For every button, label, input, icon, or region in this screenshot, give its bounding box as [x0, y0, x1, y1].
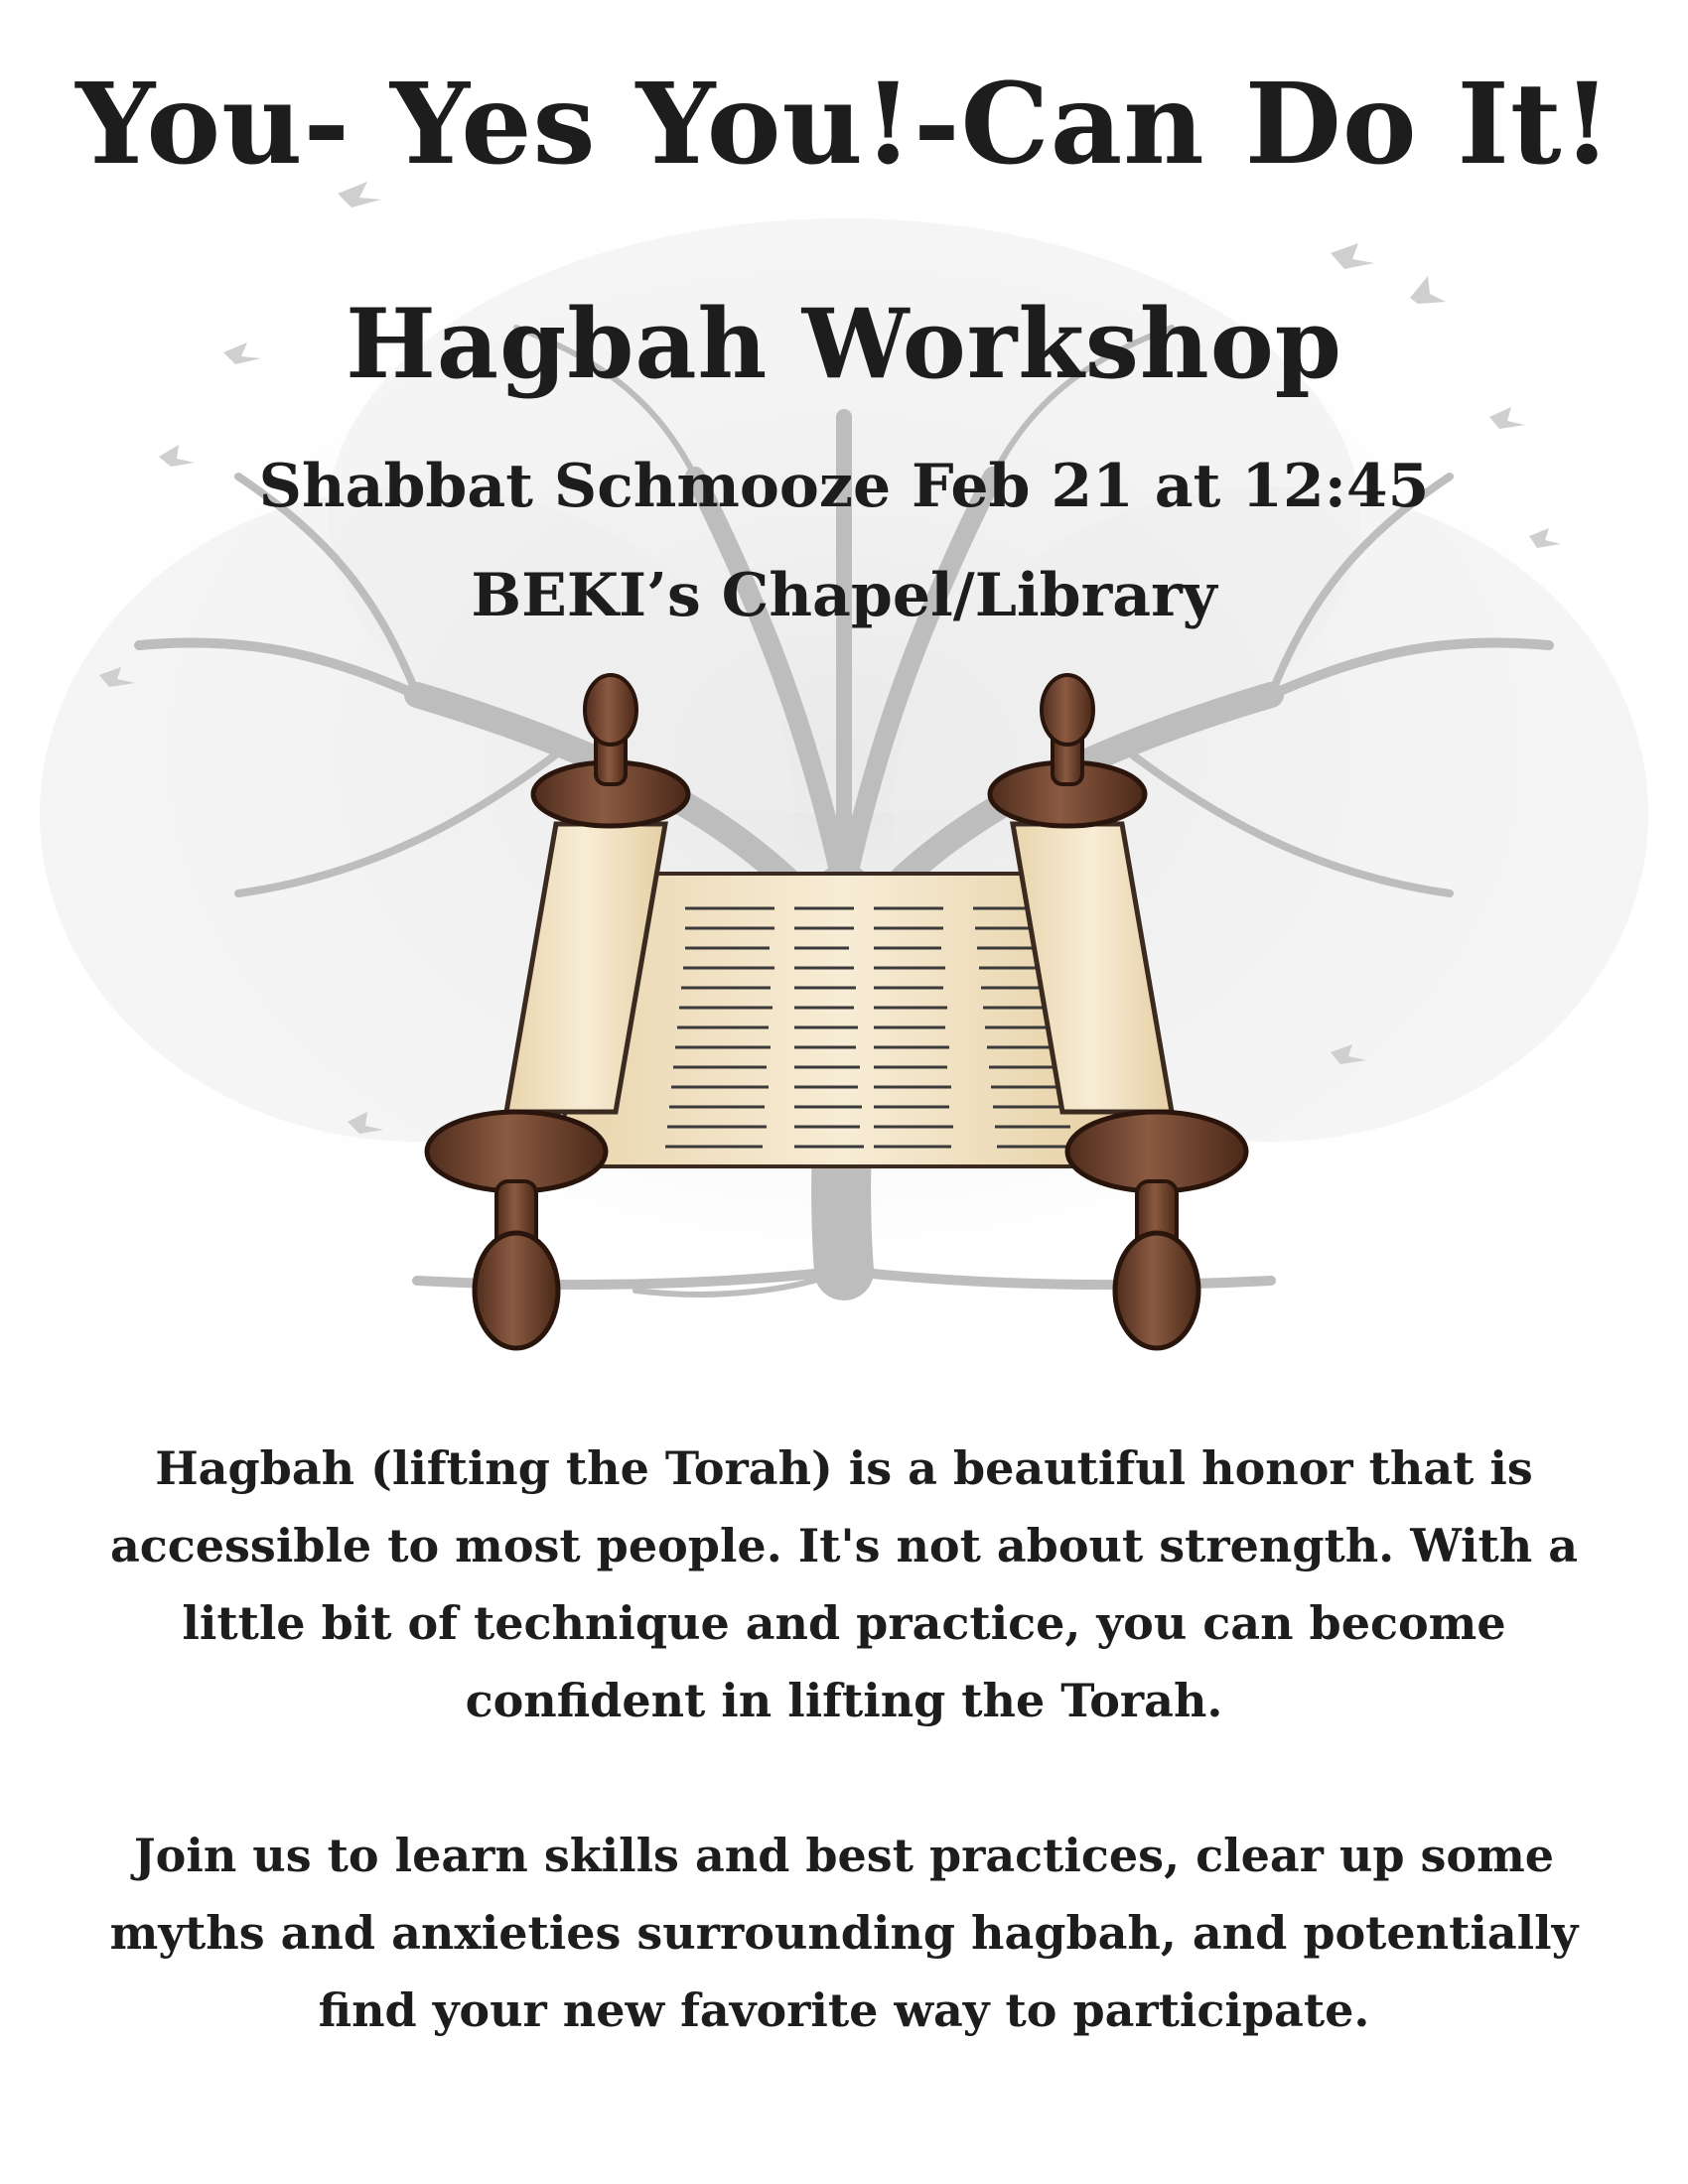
event-location: BEKI’s Chapel/Library	[471, 561, 1217, 630]
workshop-title: Hagbah Workshop	[346, 288, 1342, 400]
event-date-time: Shabbat Schmooze Feb 21 at 12:45	[258, 452, 1430, 521]
description-paragraph-1: Hagbah (lifting the Torah) is a beautiful honor that is accessible to most people. It's not about strength. With a little bit of technique and practice, you can become confident in lifting the Torah.	[109, 1441, 1579, 1727]
headline: You- Yes You!-Can Do It!	[75, 60, 1613, 190]
description-paragraph-2: Join us to learn skills and best practices, clear up some myths and anxieties surrounding hagbah, and potentially find your new favorite way to participate.	[109, 1829, 1579, 2037]
